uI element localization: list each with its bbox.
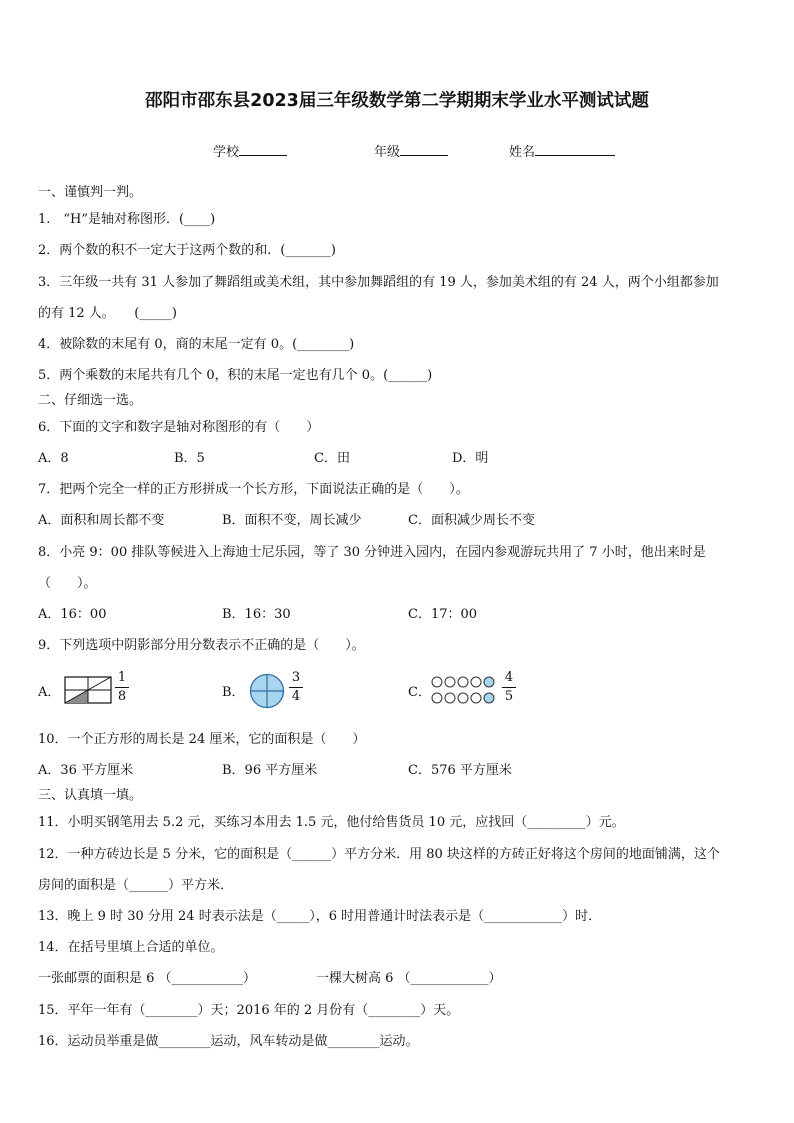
section-heading-1: 一、谨慎判一判。 (38, 185, 143, 200)
question-7: 7．把两个完全一样的正方形拼成一个长方形，下面说法正确的是（ ）。 (38, 482, 469, 497)
q9-c-dot-shaded (484, 693, 494, 703)
question-12-line-2: 房间的面积是（______）平方米． (38, 878, 234, 893)
q9-c-dot (458, 677, 468, 687)
q9-c-dots-figure (431, 674, 499, 706)
q8-option-b[interactable]: B．16：30 (222, 607, 291, 622)
q9-c-dot-shaded (484, 677, 494, 687)
question-8-line-1: 8．小亮 9：00 排队等候进入上海迪士尼乐园，等了 30 分钟进入园内，在园内参观游玩共用了 7 小时，他出来时是 (38, 545, 706, 560)
question-12-line-1: 12．一种方砖边长是 5 分米，它的面积是（______）平方分米．用 80 块这样的方砖正好将这个房间的地面铺满，这个 (38, 847, 720, 862)
grade-label: 年级 (374, 145, 401, 160)
question-16: 16．运动员举重是做________运动，风车转动是做________运动。 (38, 1034, 419, 1049)
question-1: 1. “H”是轴对称图形．(____) (38, 212, 216, 227)
question-14-item-b: 一棵大树高 6 （____________） (316, 971, 502, 986)
question-14: 14．在括号里填上合适的单位。 (38, 940, 224, 955)
question-15: 15．平年一年有（________）天；2016 年的 2 月份有（________）天。 (38, 1003, 460, 1018)
fraction-bar (115, 687, 129, 688)
page-title: 邵阳市邵东县2023届三年级数学第二学期期末学业水平测试试题 (145, 91, 649, 111)
q7-option-a[interactable]: A．面积和周长都不变 (38, 513, 165, 528)
question-5: 5．两个乘数的末尾共有几个 0，积的末尾一定也有几个 0。(______) (38, 368, 433, 383)
q9-b-denominator: 4 (291, 689, 301, 704)
q8-option-a[interactable]: A．16：00 (38, 607, 107, 622)
q9-a-denominator: 8 (117, 689, 127, 704)
q6-option-c[interactable]: C．田 (314, 451, 350, 466)
q9-a-rectangle-figure (64, 676, 112, 704)
school-label: 学校 (213, 145, 240, 160)
q9-b-fraction (289, 670, 303, 705)
q9-c-dot (432, 693, 442, 703)
q9-c-dot (471, 677, 481, 687)
q9-b-circle-figure (249, 673, 285, 709)
fraction-bar (502, 687, 516, 688)
question-3-line-2: 的有 12 人。 (_____) (38, 306, 177, 321)
q9-option-b[interactable]: B． (222, 685, 245, 700)
name-blank[interactable] (535, 143, 615, 156)
q9-c-dot (445, 693, 455, 703)
name-field (509, 141, 615, 160)
q6-option-d[interactable]: D．明 (452, 451, 489, 466)
q9-a-fraction (115, 670, 129, 705)
school-field (213, 141, 287, 160)
question-4: 4．被除数的末尾有 0，商的末尾一定有 0。(________) (38, 337, 355, 352)
q6-option-b[interactable]: B．5 (174, 451, 205, 466)
fraction-bar (289, 687, 303, 688)
q9-c-fraction (502, 670, 516, 705)
section-heading-3: 三、认真填一填。 (38, 788, 143, 803)
question-2: 2．两个数的积不一定大于这两个数的和．(_______) (38, 243, 336, 258)
question-8-line-2: （ ）。 (38, 576, 97, 591)
question-14-item-a: 一张邮票的面积是 6 （___________） (38, 971, 257, 986)
q9-c-dot (471, 693, 481, 703)
q9-b-numerator: 3 (291, 670, 301, 685)
name-label: 姓名 (509, 145, 536, 160)
question-3-line-1: 3．三年级一共有 31 人参加了舞蹈组或美术组，其中参加舞蹈组的有 19 人，参加美术组的有 24 人，两个小组都参加 (38, 275, 719, 290)
q7-option-b[interactable]: B．面积不变，周长减少 (222, 513, 362, 528)
q9-c-denominator: 5 (504, 689, 514, 704)
question-10: 10．一个正方形的周长是 24 厘米，它的面积是（ ） (38, 732, 366, 747)
q10-option-b[interactable]: B．96 平方厘米 (222, 763, 318, 778)
q6-option-a[interactable]: A．8 (38, 451, 69, 466)
section-heading-2: 二、仔细选一选。 (38, 393, 143, 408)
q9-c-dot (458, 693, 468, 703)
question-11: 11．小明买钢笔用去 5.2 元，买练习本用去 1.5 元，他付给售货员 10 元，应找回（_________）元。 (38, 815, 625, 830)
question-6: 6．下面的文字和数字是轴对称图形的有（ ） (38, 420, 320, 435)
q9-c-dot (445, 677, 455, 687)
grade-field (374, 141, 448, 160)
grade-blank[interactable] (400, 143, 448, 156)
question-9: 9．下列选项中阴影部分用分数表示不正确的是（ ）。 (38, 638, 365, 653)
q7-option-c[interactable]: C．面积减少周长不变 (408, 513, 535, 528)
q9-option-a[interactable]: A． (38, 685, 61, 700)
q9-a-numerator: 1 (117, 670, 127, 685)
q8-option-c[interactable]: C．17：00 (408, 607, 478, 622)
question-13: 13．晚上 9 时 30 分用 24 时表示法是（_____），6 时用普通计时法表示是（____________）时． (38, 909, 602, 924)
q9-c-dot (432, 677, 442, 687)
q9-c-numerator: 4 (504, 670, 514, 685)
q9-option-c[interactable]: C． (408, 685, 431, 700)
q10-option-a[interactable]: A．36 平方厘米 (38, 763, 134, 778)
q10-option-c[interactable]: C．576 平方厘米 (408, 763, 512, 778)
school-blank[interactable] (239, 143, 287, 156)
